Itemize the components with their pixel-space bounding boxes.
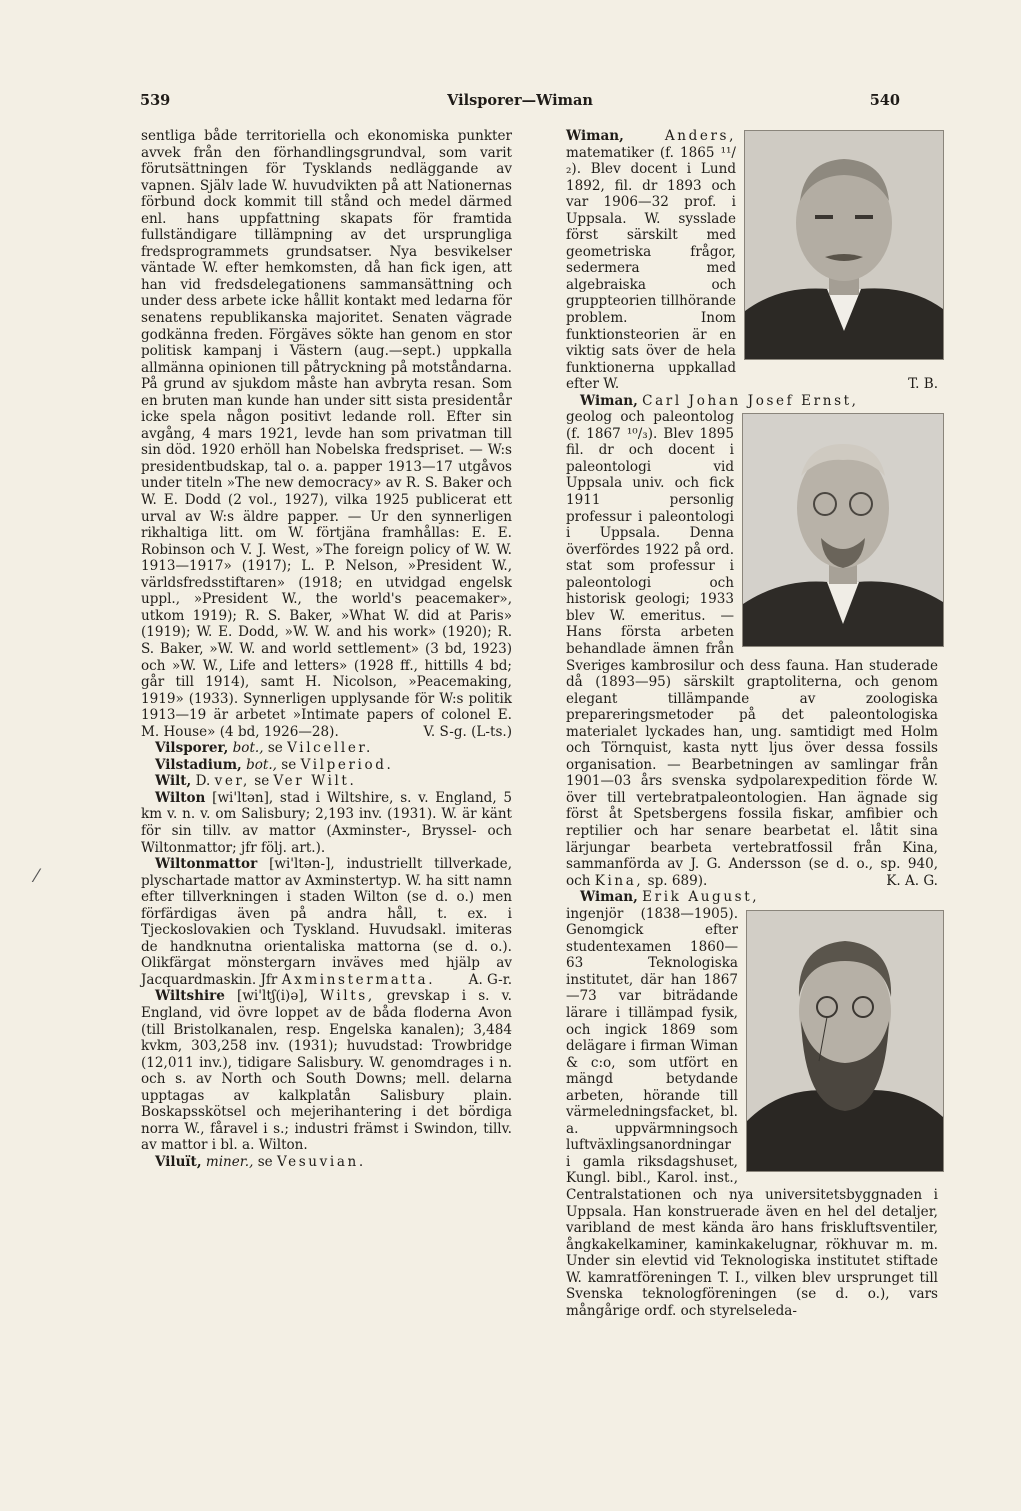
running-title: Vilsporer—Wiman: [447, 92, 593, 109]
headword: Wiman,: [580, 889, 638, 906]
page-number-left: 539: [140, 92, 171, 109]
portrait-carl-wiman: [742, 413, 944, 647]
cross-reference: Vilceller.: [287, 740, 373, 757]
portrait-anders-wiman: [744, 130, 944, 360]
page-header: [140, 92, 900, 114]
headword: Wiman,: [580, 392, 638, 409]
headword: Wiltonmattor: [155, 856, 258, 873]
signature: V. S-g. (L-ts.): [423, 723, 512, 740]
headword: Wilton: [155, 789, 206, 806]
margin-pencil-mark: ⁄: [35, 866, 39, 887]
entry-vilstadium: Vilstadium, bot., se Vilperiod.: [155, 756, 394, 773]
portrait-erik-wiman: [746, 910, 944, 1172]
right-column: [566, 128, 938, 1319]
headword: Wiltshire: [155, 988, 225, 1005]
wilson-entry-continuation: sentliga både territoriella och ekonomiska punkter avvek från den förhandlingsgrundval, som varit förutsättningen för Tysklands nedläggande av vapnen. Själv lade W. huvudvikten på att Nationernas förbund dock kommit till stånd och medel därmed enl. hans uppfattning skapats för framtida fullständigare tillämpning av det ursprungliga fredsprogrammets grundsatser. Nya besvikelser väntade W. efter hemkomsten, då han fick igen, att han vid fredsdelegationens sammansättning och under dess arbete icke hållit kontakt med ledarna för senatens republikanska majoritet. Senaten vägrade godkänna freden. Förgäves sökte han genom en stor politisk kampanj i Västern (aug.—sept.) uppkalla allmänna opinionen till påtryckning på motståndarna. På grund av sjukdom måste han avbryta resan. Som en bruten man kunde han under sitt sista presidentår icke spela någon positivt ledande roll. Efter sin avgång, 4 mars 1921, levde han som privatman till sin död. 1920 erhöll han Nobelska fredspriset. — W:s presidentbudskap, tal o. a. papper 1913—17 utgåvos under titeln »The new democracy» av R. S. Baker och W. E. Dodd (2 vol., 1927), vilka 1925 publicerat ett urval av W:s äldre papper. — Ur den synnerligen rikhaltiga litt. om W. förtjäna framhållas: E. E. Robinson och V. J. West, »The foreign policy of W. W. 1913—1917» (1917); L. P. Nelson, »President W., världsfredsstiftaren» (1918; en utvidgad engelsk uppl., »President W., the world's peacemaker», utkom 1919); R. S. Baker, »What W. did at Paris» (1919); W. E. Dodd, »W. W. and his work» (1920); R. S. Baker, »W. W. and world settlement» (3 bd, 1923) och »W. W., Life and letters» (1928 ff., hittills 4 bd; går till 1914), samt H. Nicolson, »Peacemaking, 1919» (1933). Synnerligen upplysande för W:s politik 1913—19 är arbetet »Intimate papers of colonel E. M. House» (4 bd, 1926—28). V. S-g. (L-ts.): [141, 128, 512, 740]
signature: A. G-r.: [468, 971, 512, 988]
entry-anders-wiman: Wiman, Anders, matematiker (f. 1865 ¹¹/₂). Blev docent i Lund 1892, fil. dr 1893 och var 1906—32 prof. i Uppsala. W. sysslade först särskilt med geometriska frågor, sedermera med algebraiska och gruppteorien tillhörande problem. Inom funktionsteorien är en viktig sats över de hela funktionerna uppkallad efter W. T. B.: [566, 128, 938, 393]
page-number-right: 540: [869, 92, 900, 109]
cross-reference: Kina,: [594, 872, 644, 889]
cross-reference: Vesuvian.: [277, 1153, 366, 1170]
headword: Vilsporer,: [155, 740, 229, 757]
portrait-photo: [747, 911, 943, 1171]
entry-carl-wiman-body: geolog och paleontolog (f. 1867 ¹⁰/₃). Blev 1895 fil. dr och docent i paleontologi vid Uppsala univ. och fick 1911 personlig professur i paleontologi i Uppsala. Denna överfördes 1922 på ord. stat som professur i paleontologi och historisk geologi; 1933 blev W. emeritus. — Hans första arbeten behandlade ämnen från Sveriges kambrosilur och dess fauna. Han studerade då (1893—95) särskilt graptoliterna, och genom elegant tillämpande av zoologiska prepareringsmetoder på det paleontologiska materialet lyckades han, ung. samtidigt med Holm och Törnquist, kasta nytt ljus över dessa fossils organisation. — Bearbetningen av samlingar från 1901—03 års svenska sydpolarexpedition förde W. över till vertebratpaleontologien. Han ägnade sig först åt Spetsbergens fossila fiskar, amfibier och reptilier och har senare bearbetat el. låtit sina lärjungar bearbeta vertebratfossil från Kina, sammanförda av J. G. Andersson (se d. o., sp. 940, och Kina, sp. 689). K. A. G.: [566, 409, 938, 889]
cross-reference: Vilperiod.: [300, 756, 394, 773]
headword: Wiman,: [566, 128, 624, 144]
entry-wiltshire: Wiltshire [wi'ltʃ(i)ə], Wilts, grevskap i s. v. England, vid övre loppet av de båda floderna Avon (till Bristolkanalen, resp. Engelska kanalen); 3,484 kvkm, 303,258 inv. (1931); huvudstad: Trowbridge (12,011 inv.), tidigare Salisbury. W. genomdrages i n. och s. av North och South Downs; mell. delarna upptagas av kalkplatån Salisbury plain. Boskapsskötsel och mejerihantering i det bördiga norra W., fåravel i s.; industri främst i Swindon, tillv. av mattor i bl. a. Wilton.: [141, 988, 512, 1154]
entry-wilt: Wilt, D. ver, se Ver Wilt.: [155, 773, 357, 790]
headword: Wilt,: [155, 773, 192, 790]
signature: T. B.: [908, 376, 938, 393]
entry-wiltonmattor: Wiltonmattor [wi'ltən-], industriellt tillverkade, plyschartade mattor av Axminstertyp. W. ha sitt namn efter tillverkningen i staden Wilton (se d. o.) men förfärdigas även på andra håll, t. ex. i Tjeckoslovakien och Tyskland. Huvudsakl. imiteras de handknutna orientaliska mattorna (se d. o.). Olikfärgat mönstergarn inväves med hjälp av Jacquardmaskin. Jfr Axminstermatta. A. G-r.: [141, 856, 513, 988]
headword: Vilstadium,: [155, 756, 242, 773]
cross-reference: Axminstermatta.: [281, 971, 436, 988]
cross-reference: Ver Wilt.: [273, 773, 357, 790]
signature: K. A. G.: [886, 872, 938, 889]
entry-erik-wiman-body: ingenjör (1838—1905). Genomgick efter studentexamen 1860—63 Teknologiska institutet, där han 1867—73 var biträdande lärare i tillämpad fysik, och ingick 1869 som delägare i firman Wiman & c:o, som utfört en mängd betydande arbeten, hörande till värmeledningsfacket, bl. a. uppvärmningsoch luftväxlingsanordningar i gamla riksdagshuset, Kungl. bibl., Karol. inst., Centralstationen och nya universitetsbyggnaden i Uppsala. Han konstruerade även en hel del detaljer, varibland de mest kända äro hans friskluftsventiler, ångkakelkaminer, kaminkakelugnar, rökhuvar m. m. Under sin elevtid vid Teknologiska institutet stiftade W. kamratföreningen T. I., vilken blev ursprunget till Svenska teknologföreningen (se d. o.), vars mångårige ordf. och styrelseleda-: [566, 905, 938, 1319]
headword: Viluït,: [155, 1153, 202, 1170]
left-column: [141, 128, 512, 1170]
entry-carl-wiman: Wiman, Carl Johan Josef Ernst,: [580, 392, 859, 409]
portrait-photo: [743, 414, 943, 646]
entry-viluit: Viluït, miner., se Vesuvian.: [155, 1153, 366, 1170]
entry-vilsporer: Vilsporer, bot., se Vilceller.: [155, 740, 373, 757]
portrait-photo: [745, 131, 943, 359]
entry-wilton: Wilton [wi'ltən], stad i Wiltshire, s. v. England, 5 km v. n. v. om Salisbury; 2,193 inv. (1931). W. är känt för sin tillv. av mattor (Axminster-, Bryssel- och Wiltonmattor; jfr följ. art.).: [141, 789, 512, 856]
entry-erik-wiman: Wiman, Erik August,: [580, 889, 760, 906]
